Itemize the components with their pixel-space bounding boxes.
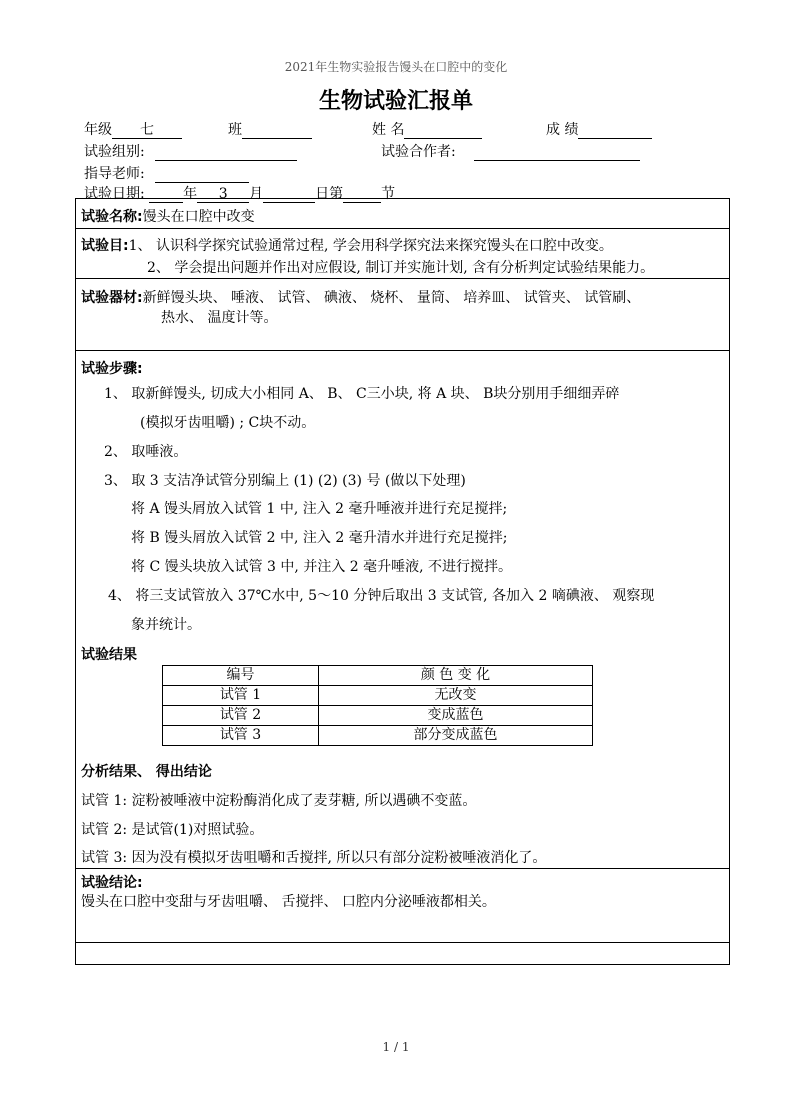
table-header-row xyxy=(163,666,593,686)
purpose-item-1: 1、 认识科学探究试验通常过程, 学会用科学探究法来探究馒头在口腔中改变。 xyxy=(128,238,613,254)
experiment-name xyxy=(81,206,255,226)
analysis-1: 试管 1: 淀粉被唾液中淀粉酶消化成了麦芽糖, 所以遇碘不变蓝。 xyxy=(81,793,477,809)
experiment-name-value: 馒头在口腔中改变 xyxy=(142,209,255,225)
score-blank xyxy=(578,122,652,139)
conclusion-label: 试验结论: xyxy=(81,875,143,891)
teacher-label: 指导老师: xyxy=(84,166,145,182)
purpose-label: 试验目: xyxy=(81,238,129,254)
month-label: 月 xyxy=(249,186,264,202)
report-title: 生物试验汇报单 xyxy=(318,89,473,114)
class-label: 班 xyxy=(228,122,242,138)
table-cell: 无改变 xyxy=(319,686,593,706)
class-blank xyxy=(242,122,312,139)
score-label: 成 绩 xyxy=(546,122,579,138)
step-3-c: 将 C 馒头块放入试管 3 中, 并注入 2 毫升唾液, 不进行搅拌。 xyxy=(131,559,513,575)
page-header: 2021年生物实验报告馒头在口腔中的变化 xyxy=(284,60,508,74)
steps-label: 试验步骤: xyxy=(81,361,143,377)
table-row xyxy=(163,686,593,706)
grade-label: 年级 xyxy=(84,122,112,138)
day-label: 日第 xyxy=(315,186,344,202)
month-value: 3 xyxy=(197,186,249,203)
divider xyxy=(75,350,730,351)
teacher-field xyxy=(84,163,249,183)
name-blank xyxy=(404,122,482,139)
partner-field xyxy=(381,141,640,161)
analysis-label: 分析结果、 得出结论 xyxy=(81,764,212,780)
table-header: 编号 xyxy=(163,666,319,686)
partner-label: 试验合作者: xyxy=(381,144,456,160)
step-3: 3、 取 3 支洁净试管分别编上 (1) (2) (3) 号 (做以下处理) xyxy=(104,473,466,489)
group-blank xyxy=(155,144,297,161)
purpose-item-2: 2、 学会提出问题并作出对应假设, 制订并实施计划, 含有分析判定试验结果能力。 xyxy=(147,260,655,276)
name-field xyxy=(372,119,482,139)
group-field xyxy=(84,141,297,161)
table-row xyxy=(163,706,593,726)
score-field xyxy=(546,119,652,139)
period-label: 节 xyxy=(381,186,396,202)
table-cell: 变成蓝色 xyxy=(319,706,593,726)
step-2: 2、 取唾液。 xyxy=(104,444,188,460)
partner-blank xyxy=(474,144,640,161)
equipment-line-1 xyxy=(81,287,640,307)
group-label: 试验组别: xyxy=(84,144,145,160)
divider xyxy=(75,278,730,279)
analysis-2: 试管 2: 是试管(1)对照试验。 xyxy=(81,822,264,838)
divider xyxy=(75,868,730,869)
table-cell: 试管 3 xyxy=(163,726,319,746)
step-4-line-1: 4、 将三支试管放入 37℃水中, 5～10 分钟后取出 3 支试管, 各加入 2 嘀碘液、 观察现 xyxy=(108,588,655,604)
step-4-line-2: 象并统计。 xyxy=(131,617,201,633)
results-table xyxy=(162,665,593,746)
teacher-blank xyxy=(155,166,249,183)
conclusion-text: 馒头在口腔中变甜与牙齿咀嚼、 舌搅拌、 口腔内分泌唾液都相关。 xyxy=(81,894,496,910)
analysis-3: 试管 3: 因为没有模拟牙齿咀嚼和舌搅拌, 所以只有部分淀粉被唾液消化了。 xyxy=(81,850,547,866)
year-label: 年 xyxy=(183,186,198,202)
name-label: 姓 名 xyxy=(372,122,405,138)
grade-field xyxy=(84,119,182,139)
equipment-text-1: 新鲜馒头块、 唾液、 试管、 碘液、 烧杯、 量筒、 培养皿、 试管夹、 试管刷、 xyxy=(142,290,641,306)
divider xyxy=(75,228,730,229)
table-cell: 试管 1 xyxy=(163,686,319,706)
page-number: 1 / 1 xyxy=(382,1040,410,1054)
experiment-name-label: 试验名称: xyxy=(81,209,143,225)
class-field xyxy=(228,119,312,139)
purpose-line-1 xyxy=(81,235,613,255)
equipment-text-2: 热水、 温度计等。 xyxy=(161,310,278,326)
table-cell: 部分变成蓝色 xyxy=(319,726,593,746)
results-label: 试验结果 xyxy=(81,647,137,663)
equipment-label: 试验器材: xyxy=(81,290,143,306)
divider xyxy=(75,942,730,943)
step-1-line-1: 1、 取新鲜馒头, 切成大小相同 A、 B、 C三小块, 将 A 块、 B块分别用手细细弄碎 xyxy=(104,386,620,402)
date-label: 试验日期: xyxy=(84,186,145,202)
step-1-line-2: (模拟牙齿咀嚼) ; C块不动。 xyxy=(140,415,316,431)
grade-value: 七 xyxy=(112,122,182,139)
table-row xyxy=(163,726,593,746)
table-cell: 试管 2 xyxy=(163,706,319,726)
step-3-a: 将 A 馒头屑放入试管 1 中, 注入 2 毫升唾液并进行充足搅拌; xyxy=(131,501,508,517)
table-header: 颜 色 变 化 xyxy=(319,666,593,686)
step-3-b: 将 B 馒头屑放入试管 2 中, 注入 2 毫升清水并进行充足搅拌; xyxy=(131,530,508,546)
